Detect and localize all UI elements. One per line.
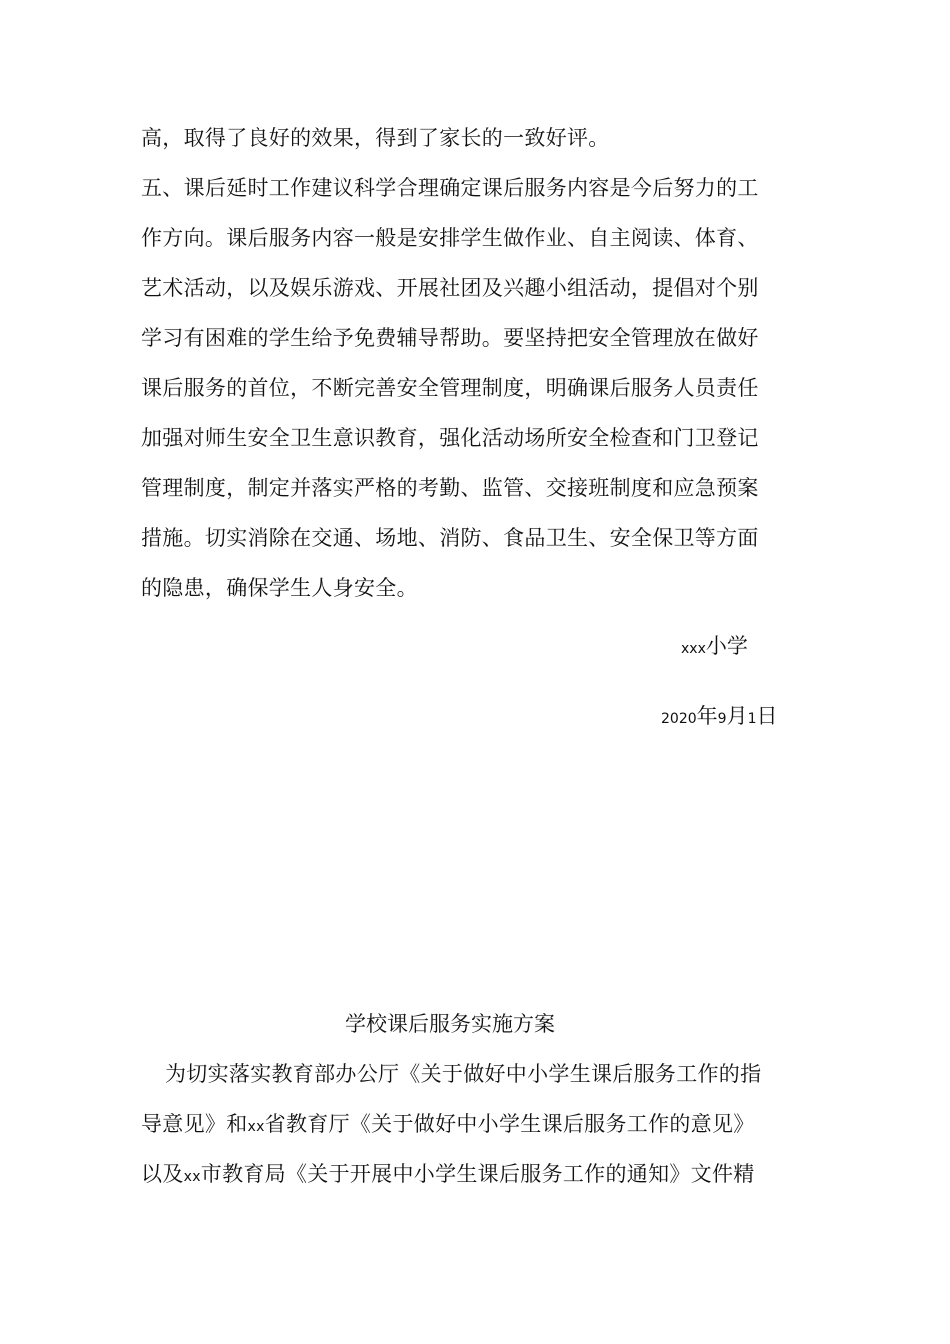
paragraph-line: 管理制度，制定并落实严格的考勤、监管、交接班制度和应急预案 [141, 476, 759, 500]
paragraph-line: 艺术活动，以及娱乐游戏、开展社团及兴趣小组活动，提倡对个别 [141, 276, 759, 300]
text-segment: 导意见》和 [141, 1112, 248, 1136]
signature-date [661, 702, 777, 733]
signature-org-prefix: xxx [681, 641, 706, 657]
text-segment: 以及 [141, 1162, 184, 1186]
placeholder-xx: xx [247, 1119, 265, 1135]
date-month-label: 月 [726, 704, 748, 728]
placeholder-xx: xx [183, 1169, 201, 1185]
document-title: 学校课后服务实施方案 [345, 1012, 555, 1036]
paragraph-line: 措施。切实消除在交通、场地、消防、食品卫生、安全保卫等方面 [141, 526, 759, 550]
text-segment: 市教育局《关于开展中小学生课后服务工作的通知》文件精 [200, 1162, 755, 1186]
paragraph-line: 加强对师生安全卫生意识教育，强化活动场所安全检查和门卫登记 [141, 426, 759, 450]
paragraph-line [141, 1110, 755, 1141]
text-segment: 省教育厅《关于做好中小学生课后服务工作的意见》 [264, 1112, 755, 1136]
date-year: 2020 [661, 711, 697, 727]
date-year-label: 年 [696, 704, 718, 728]
date-day: 1 [747, 711, 757, 727]
paragraph-line [141, 1160, 755, 1191]
paragraph-line: 五、课后延时工作建议科学合理确定课后服务内容是今后努力的工 [141, 176, 759, 200]
paragraph-line: 为切实落实教育部办公厅《关于做好中小学生课后服务工作的指 [165, 1062, 762, 1086]
paragraph-line: 课后服务的首位，不断完善安全管理制度，明确课后服务人员责任 [141, 376, 759, 400]
signature-org [681, 632, 748, 663]
paragraph-line: 学习有困难的学生给予免费辅导帮助。要坚持把安全管理放在做好 [141, 326, 759, 350]
date-day-label: 日 [756, 704, 778, 728]
paragraph-line: 的隐患，确保学生人身安全。 [141, 576, 418, 600]
paragraph-line: 作方向。课后服务内容一般是安排学生做作业、自主阅读、体育、 [141, 226, 759, 250]
paragraph-line: 高，取得了良好的效果，得到了家长的一致好评。 [141, 126, 610, 150]
signature-org-suffix: 小学 [705, 634, 748, 658]
date-month: 9 [717, 711, 727, 727]
